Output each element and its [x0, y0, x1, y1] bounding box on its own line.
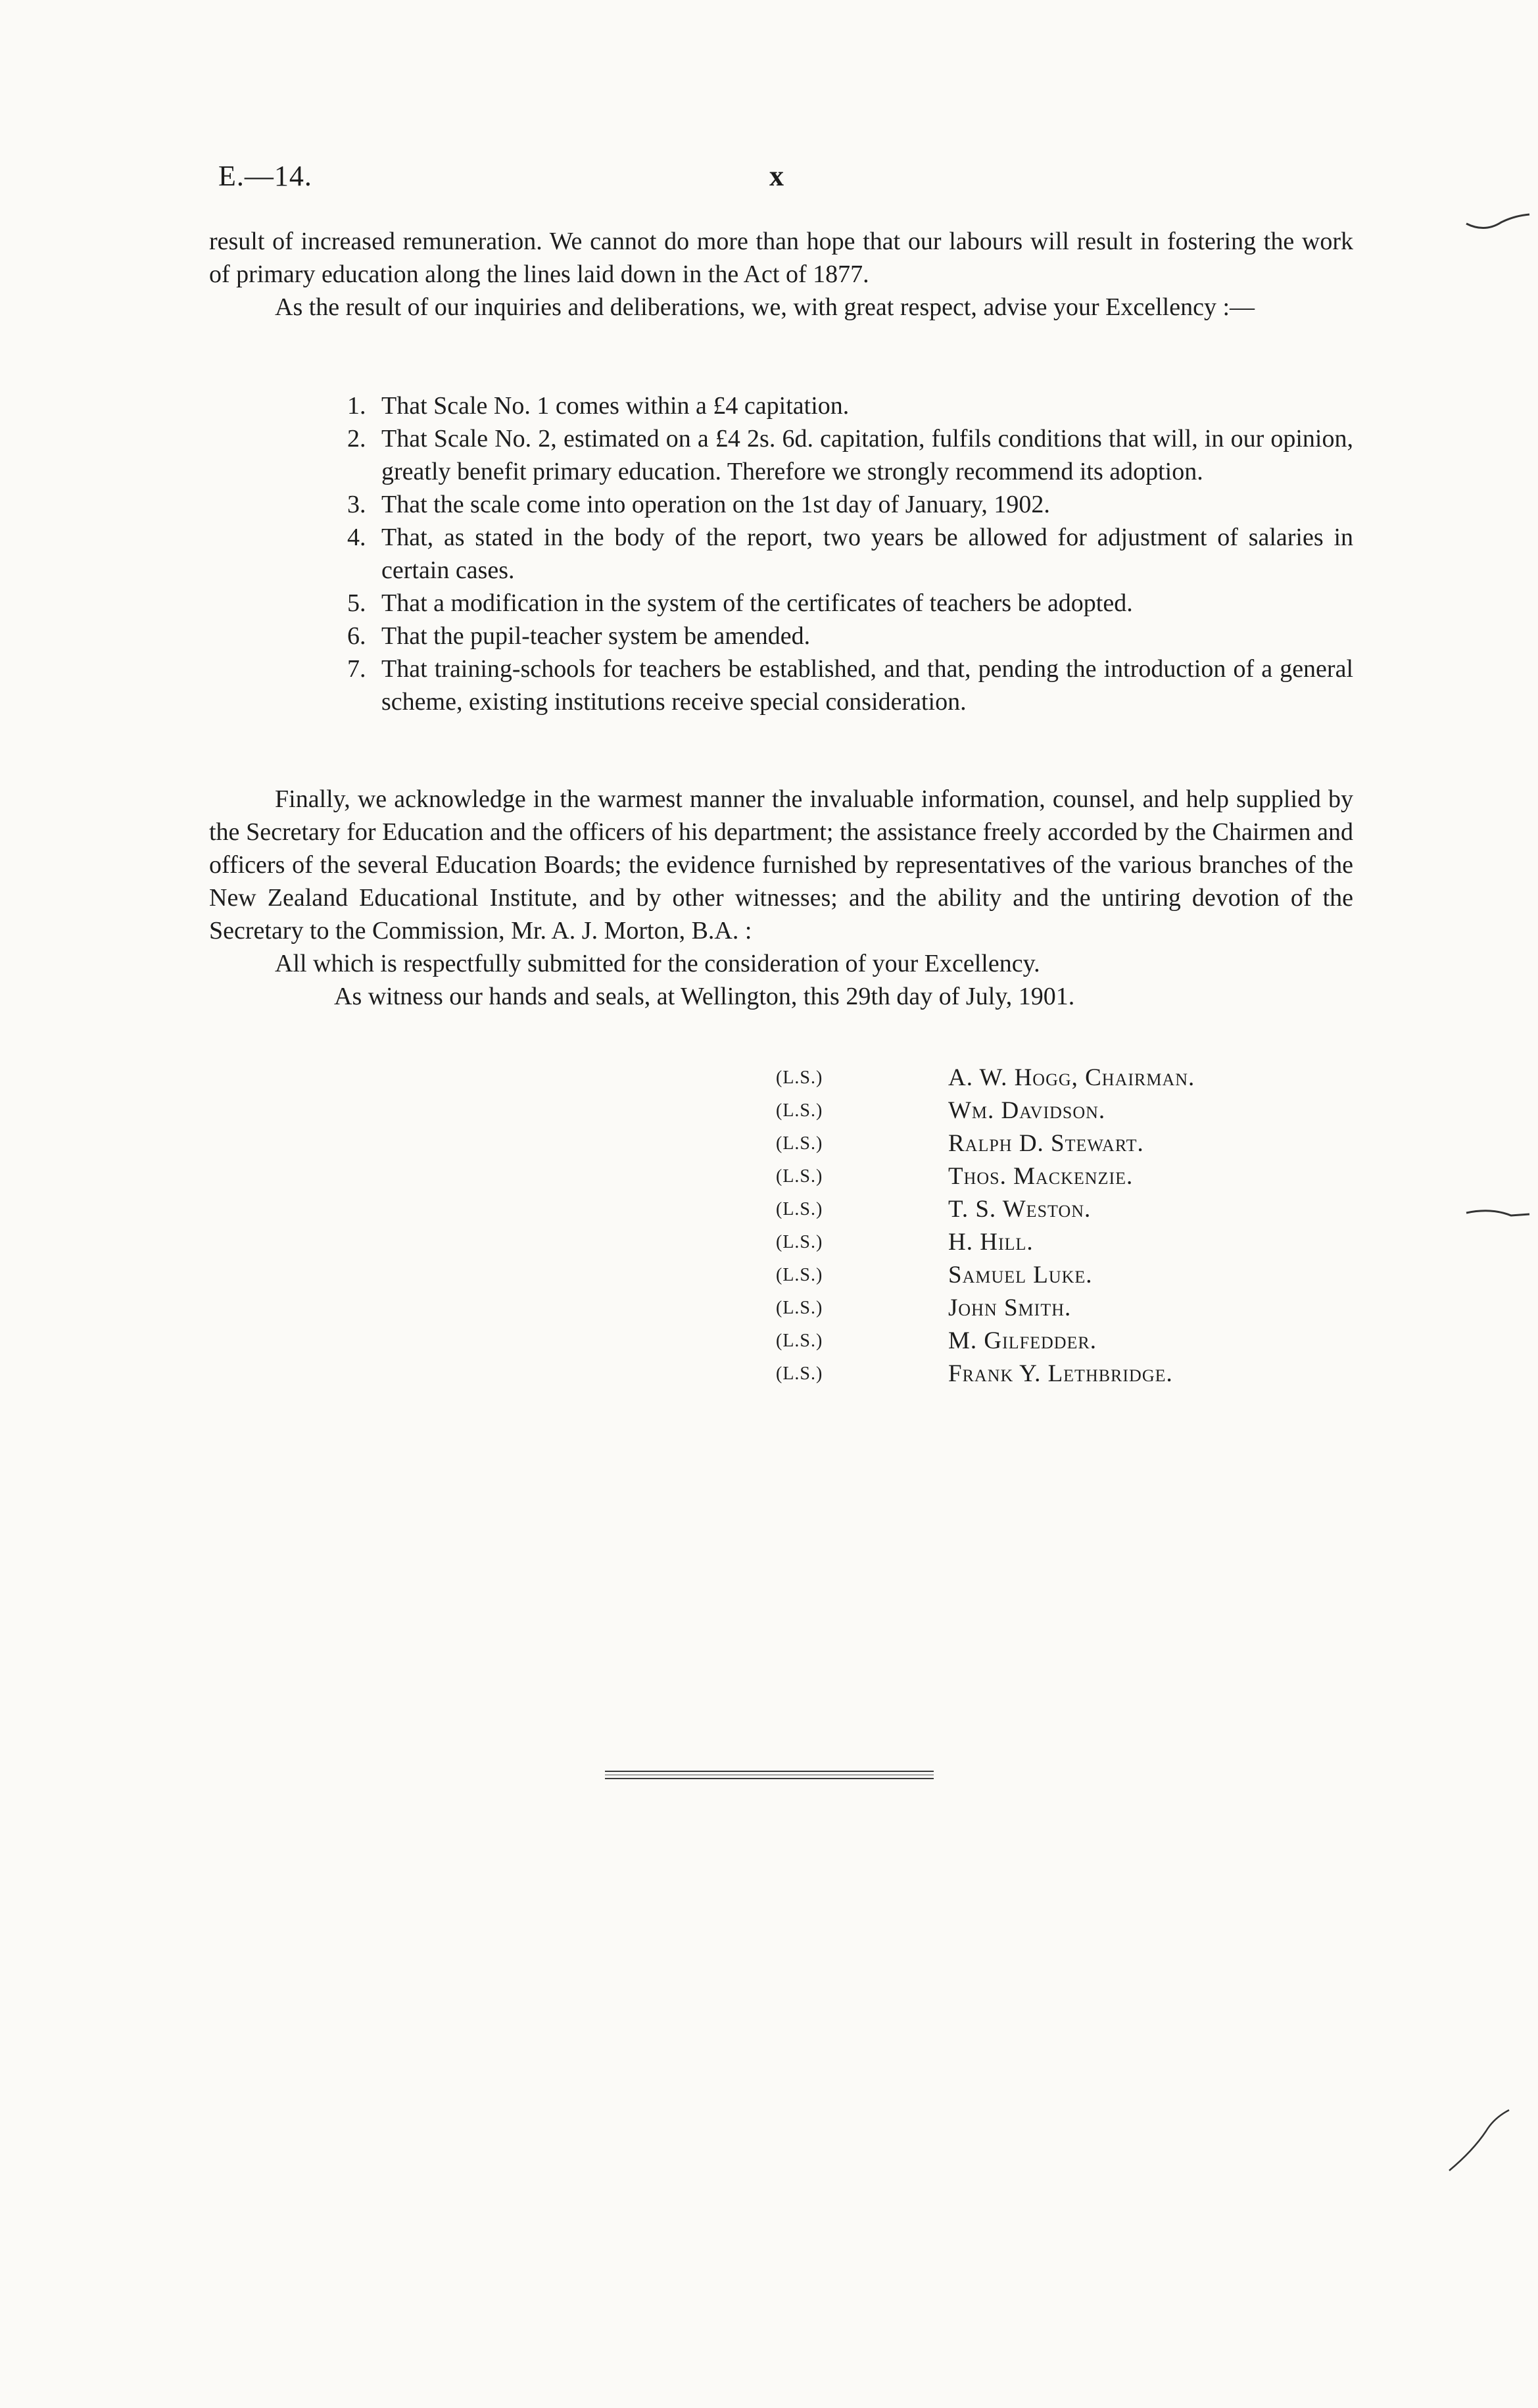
signature-row	[776, 1259, 1195, 1292]
paragraph-witness: As witness our hands and seals, at Wellington, this 29th day of July, 1901.	[334, 983, 1075, 1010]
item-number: 1.	[347, 392, 366, 420]
signatory-name: T. S. Weston.	[948, 1196, 1092, 1223]
seal-mark: (L.S.)	[776, 1331, 823, 1351]
page-id: E.—14.	[218, 160, 312, 192]
recommendation-list	[347, 389, 1353, 718]
item-text: That the pupil-teacher system be amended.	[381, 622, 811, 650]
signature-row	[776, 1358, 1195, 1390]
seal-mark: (L.S.)	[776, 1199, 823, 1219]
recommendation-item	[347, 422, 1353, 488]
seal-mark: (L.S.)	[776, 1298, 823, 1318]
paragraph-submission: All which is respectfully submitted for the consideration of your Excellency.	[275, 950, 1040, 977]
item-number: 3.	[347, 491, 366, 518]
recommendation-item	[347, 652, 1353, 718]
signature-row	[776, 1094, 1195, 1127]
item-number: 4.	[347, 524, 366, 551]
signatures	[776, 1062, 1195, 1390]
signature-row	[776, 1226, 1195, 1259]
item-text: That Scale No. 1 comes within a £4 capitation.	[381, 392, 850, 420]
signatory-name: Frank Y. Lethbridge.	[948, 1360, 1173, 1387]
signature-row	[776, 1160, 1195, 1193]
item-text: That, as stated in the body of the report, two years be allowed for adjustment of salaries in certain cases.	[381, 524, 1353, 584]
rule-line	[605, 1778, 934, 1779]
item-number: 6.	[347, 622, 366, 650]
signatory-name: M. Gilfedder.	[948, 1327, 1097, 1354]
seal-mark: (L.S.)	[776, 1068, 823, 1088]
recommendation-item	[347, 521, 1353, 587]
item-number: 2.	[347, 425, 366, 453]
item-number: 5.	[347, 589, 366, 617]
closing-text	[209, 783, 1353, 1013]
recommendation-item	[347, 587, 1353, 620]
rule-line	[605, 1771, 934, 1772]
signature-row	[776, 1193, 1195, 1226]
item-text: That training-schools for teachers be established, and that, pending the introduction of a general scheme, existing institutions receive special consideration.	[381, 655, 1353, 716]
seal-mark: (L.S.)	[776, 1265, 823, 1285]
page-number: x	[769, 160, 784, 192]
recommendation-item	[347, 620, 1353, 652]
item-text: That the scale come into operation on the 1st day of January, 1902.	[381, 491, 1050, 518]
signature-row	[776, 1325, 1195, 1358]
scan-mark-icon	[1465, 209, 1531, 235]
scan-mark-icon	[1447, 2105, 1512, 2177]
seal-mark: (L.S.)	[776, 1364, 823, 1384]
recommendation-item	[347, 389, 1353, 422]
seal-mark: (L.S.)	[776, 1133, 823, 1154]
signatory-name: A. W. Hogg, Chairman.	[948, 1064, 1195, 1091]
signatory-name: Samuel Luke.	[948, 1262, 1093, 1289]
seal-mark: (L.S.)	[776, 1166, 823, 1187]
signatory-name: John Smith.	[948, 1294, 1072, 1321]
seal-mark: (L.S.)	[776, 1232, 823, 1252]
signature-row	[776, 1292, 1195, 1325]
intro-text	[209, 225, 1353, 324]
seal-mark: (L.S.)	[776, 1100, 823, 1121]
paragraph-advise: As the result of our inquiries and deliberations, we, with great respect, advise your Excellency :—	[275, 293, 1255, 321]
end-rule	[605, 1771, 934, 1782]
paragraph-continuation: result of increased remuneration. We cannot do more than hope that our labours will result in fostering the work of primary education along the lines laid down in the Act of 1877.	[209, 228, 1353, 288]
item-number: 7.	[347, 655, 366, 683]
signatory-name: Ralph D. Stewart.	[948, 1130, 1144, 1157]
signatory-name: Wm. Davidson.	[948, 1097, 1106, 1124]
signature-row	[776, 1127, 1195, 1160]
paragraph-acknowledgement: Finally, we acknowledge in the warmest manner the invaluable information, counsel, and help supplied by the Secretary for Education and the officers of his department; the assistance freely accorded by the Chairmen and officers of the several Education Boards; the evidence furnished by representatives of the various branches of the New Zealand Educational Institute, and by other witnesses; and the ability and the untiring devotion of the Secretary to the Commission, Mr. A. J. Morton, B.A. :	[209, 785, 1353, 945]
recommendation-item	[347, 488, 1353, 521]
item-text: That Scale No. 2, estimated on a £4 2s. 6d. capitation, fulfils conditions that will, in our opinion, greatly benefit primary education. Therefore we strongly recommend its adoption.	[381, 425, 1353, 485]
signatory-name: Thos. Mackenzie.	[948, 1163, 1134, 1190]
signature-row	[776, 1062, 1195, 1094]
scan-mark-icon	[1465, 1204, 1531, 1223]
item-text: That a modification in the system of the certificates of teachers be adopted.	[381, 589, 1133, 617]
signatory-name: H. Hill.	[948, 1229, 1034, 1256]
